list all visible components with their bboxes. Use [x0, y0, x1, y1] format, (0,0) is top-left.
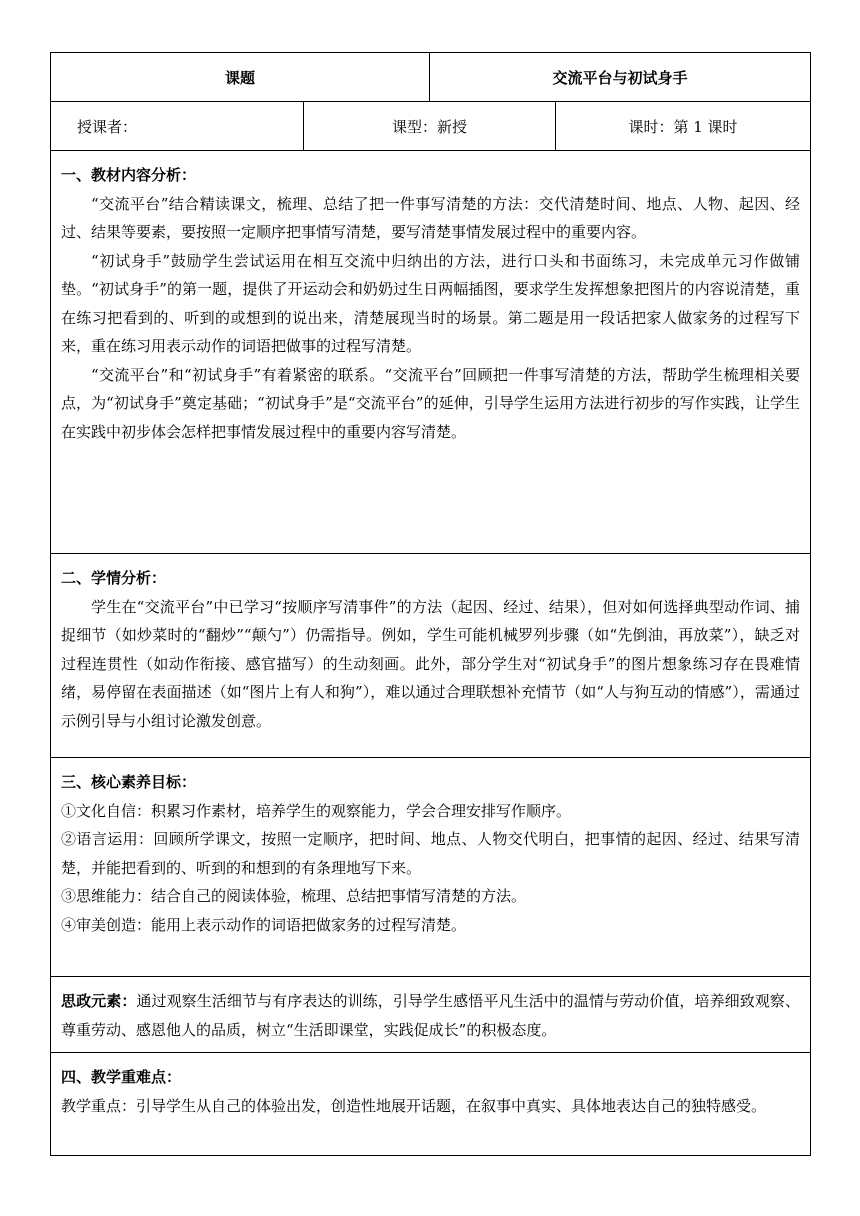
section1-paragraph: “交流平台”结合精读课文，梳理、总结了把一件事写清楚的方法：交代清楚时间、地点、人物、起因、经过、结果等要素，要按照一定顺序把事情写清楚，要写清楚事情发展过程中的重要内容。 [61, 194, 801, 241]
goal-item: ③思维能力：结合自己的阅读体验，梳理、总结把事情写清楚的方法。 [61, 887, 527, 905]
lesson-plan-table [50, 52, 811, 1156]
section-core-goals [51, 758, 811, 977]
ideology-label: 思政元素： [61, 992, 137, 1010]
section4-title: 四、教学重难点： [61, 1068, 182, 1086]
section-ideology [51, 977, 811, 1053]
topic-label: 课题 [51, 53, 430, 102]
section-key-points [51, 1053, 811, 1156]
goal-item: ①文化自信：积累习作素材，培养学生的观察能力，学会合理安排写作顺序。 [61, 801, 572, 820]
section2-paragraph: 学生在“交流平台”中已学习“按顺序写清事件”的方法（起因、经过、结果），但对如何选择典型动作词、捕捉细节（如炒菜时的“翻炒”“颠勺”）仍需指导。例如，学生可能机械罗列步骤（如“先倒油，再放菜”），缺乏对过程连贯性（如动作衔接、感官描写）的生动刻画。此外，部分学生对“初试身手”的图片想象练习存在畏难情绪，易停留在表面描述（如“图片上有人和狗”），难以通过合理联想补充情节（如“人与狗互动的情感”），需通过示例引导与小组讨论激发创意。 [61, 597, 801, 730]
section1-paragraph: “交流平台”和“初试身手”有着紧密的联系。“交流平台”回顾把一件事写清楚的方法，帮助学生梳理相关要点，为“初试身手”奠定基础；“初试身手”是“交流平台”的延伸，引导学生运用方法进行初步的写作实践，让学生在实践中初步体会怎样把事情发展过程中的重要内容写清楚。 [61, 365, 801, 441]
header-row-info [51, 102, 811, 151]
ideology-paragraph [61, 987, 800, 1044]
section-textbook-analysis [51, 151, 811, 554]
section1-paragraph: “初试身手”鼓励学生尝试运用在相互交流中归纳出的方法，进行口头和书面练习，未完成单元习作做铺垫。“初试身手”的第一题，提供了开运动会和奶奶过生日两幅插图，要求学生发挥想象把图片的内容说清楚，重在练习把看到的、听到的或想到的说出来，清楚展现当时的场景。第二题是用一段话把家人做家务的过程写下来，重在练习用表示动作的词语把做事的过程写清楚。 [61, 251, 801, 355]
lesson-period: 课时：第 1 课时 [556, 102, 811, 151]
section4-text: 教学重点：引导学生从自己的体验出发，创造性地展开话题，在叙事中真实、具体地表达自己的独特感受。 [61, 1096, 767, 1115]
lesson-type: 课型：新授 [304, 102, 556, 151]
ideology-text: 通过观察生活细节与有序表达的训练，引导学生感悟平凡生活中的温情与劳动价值，培养细致观察、尊重劳动、感恩他人的品质，树立“生活即课堂，实践促成长”的积极态度。 [61, 992, 801, 1039]
goal-item: ④审美创造：能用上表示动作的词语把做家务的过程写清楚。 [61, 915, 467, 934]
header-row-topic [51, 53, 811, 102]
section1-title: 一、教材内容分析： [61, 166, 197, 184]
teacher-label: 授课者： [51, 102, 304, 151]
section2-title: 二、学情分析： [61, 569, 167, 587]
section-student-analysis [51, 554, 811, 758]
goal-item: ②语言运用：回顾所学课文，按照一定顺序，把时间、地点、人物交代明白，把事情的起因、经过、结果写清楚，并能把看到的、听到的和想到的有条理地写下来。 [61, 830, 801, 877]
section3-title: 三、核心素养目标： [61, 773, 197, 791]
topic-value: 交流平台与初试身手 [430, 53, 811, 102]
